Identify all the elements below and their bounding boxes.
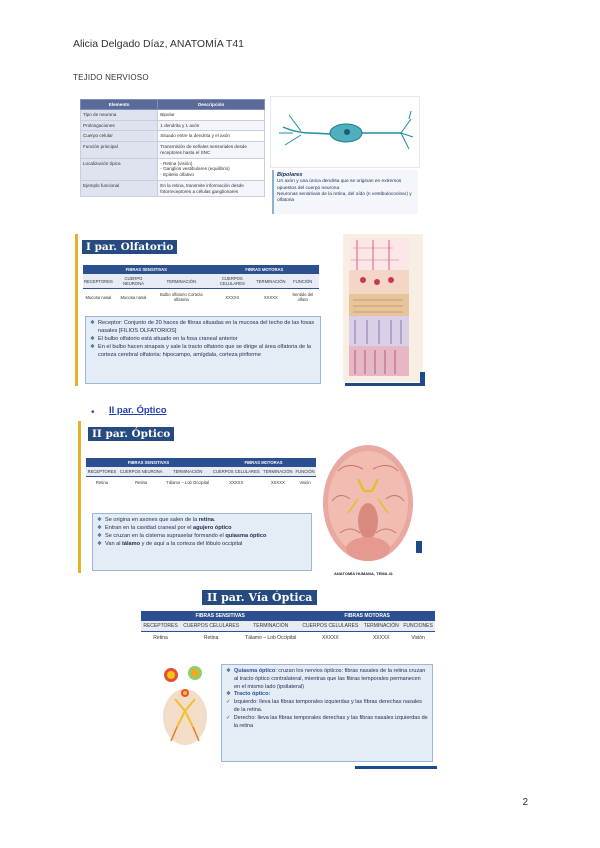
- table-header: TERMINACIÓN: [361, 621, 401, 632]
- optico-slide: [78, 421, 422, 576]
- note-item: [90, 336, 316, 344]
- table-cell: Bipolar: [158, 110, 265, 121]
- note-emphasis: Tracto óptico:: [233, 691, 271, 698]
- slide-title: II par. Vía Óptica: [202, 590, 317, 605]
- brain-base-illustration: [318, 441, 418, 569]
- table-cell: XXXXX: [229, 480, 244, 485]
- table-group-header: FIBRAS SENSITIVAS: [86, 458, 211, 467]
- note-text: Izquierdo: lleva las fibras temporales izquierdas y las fibras derechas nasales de la retina.: [233, 699, 422, 713]
- bipolar-neuron-panel: [270, 96, 420, 216]
- table-cell: Función principal: [81, 142, 158, 158]
- note-item: [226, 691, 428, 699]
- note-emphasis: tálamo: [122, 540, 141, 547]
- table-cell: Sentido del olfato: [292, 292, 314, 302]
- table-cell: En la retina, transmite información desde fotorreceptores a células ganglionares: [158, 180, 265, 196]
- table-group-header: FIBRAS MOTORAS: [299, 611, 435, 621]
- note-emphasis: agujero óptico: [193, 524, 232, 531]
- note-item: [97, 525, 307, 533]
- note-text: : cruzan los nervios ópticos: fibras nasales de la retina cruzan al tracto óptico contralateral, mientras que las fibras temporales permanecen en el mismo lado (ipsilateral): [233, 668, 426, 690]
- diamond-bullet-icon: ❖: [226, 691, 231, 698]
- note-item: [226, 668, 428, 691]
- table-header: FUNCIÓN: [287, 274, 320, 289]
- note-emphasis: quiasma óptico: [225, 532, 267, 539]
- diamond-bullet-icon: ❖: [97, 532, 103, 539]
- note-text: Receptor: Conjunto de 20 haces de fibras situadas en la mucosa del techo de las fosas nasales [FILIOS OLFATORIOS]: [98, 320, 315, 334]
- table-cell: Localización típica: [81, 158, 158, 180]
- slide-accent: [416, 541, 422, 553]
- bipolar-line-2: Neuronas sensitivas de la retina, del oído (n vestibulococlear) y olfatoria: [277, 191, 412, 203]
- table-header: TERMINACIÓN: [164, 467, 211, 477]
- figure-caption: ANATOMÍA HUMANA, TEMA 41: [334, 571, 393, 576]
- table-header: RECEPTORES: [83, 274, 114, 289]
- table-header: TERMINACIÓN: [262, 467, 295, 477]
- document-header: Alicia Delgado Díaz, ANATOMÍA T41: [73, 38, 244, 50]
- slide-accent: [355, 766, 437, 769]
- table-header: Elemento: [81, 100, 158, 110]
- page-number: 2: [522, 797, 528, 808]
- note-emphasis: Quiasma óptico: [233, 668, 276, 674]
- table-header: Descripción: [158, 100, 265, 110]
- note-text: Entran en la cavidad craneal por el: [105, 524, 194, 531]
- note-item: [97, 541, 307, 549]
- olfactory-illustration: [343, 234, 423, 382]
- table-header: TERMINACIÓN: [242, 621, 299, 632]
- table-group-header: FIBRAS MOTORAS: [210, 265, 319, 274]
- table-row: [81, 120, 265, 131]
- table-group-header: FIBRAS SENSITIVAS: [83, 265, 210, 274]
- diamond-bullet-icon: ❖: [90, 320, 96, 326]
- table-cell: Situado entre la dendrita y el axón: [158, 131, 265, 142]
- table-header: RECEPTORES: [86, 467, 118, 477]
- table-cell: Retina: [135, 480, 148, 485]
- note-text: Derecho: lleva las fibras temporales derechas y las fibras nasales izquierdas de la retina: [233, 714, 428, 729]
- table-cell: Tálamo – Lob Occipital: [245, 635, 297, 641]
- note-text: .: [213, 517, 216, 523]
- olfatorio-notes: [85, 316, 321, 384]
- table-row: [81, 131, 265, 142]
- table-cell: Transmisión de señales sensoriales desde receptores hasta el SNC: [158, 142, 265, 158]
- note-text: En el bulbo hacen sinapsis y sale la tracto olfatorio que se dirige al área olfatoria de la corteza cerebral olfatoria: hipocampo, amígdala, corteza piriforme: [98, 343, 312, 358]
- note-text: El bulbo olfatorio está situado en la fosa craneal anterior: [98, 335, 238, 342]
- table-cell: XXXXX: [372, 635, 390, 641]
- table-cell: Retina: [95, 480, 109, 485]
- table-cell: Mucosa nasal: [120, 294, 147, 300]
- table-cell: XXXXX: [225, 294, 240, 300]
- table-cell: Visión: [299, 480, 311, 485]
- diamond-bullet-icon: ❖: [97, 524, 103, 531]
- via-optica-notes: [221, 664, 433, 762]
- slide-title: I par. Olfatorio: [82, 240, 177, 254]
- table-cell: Tálamo – Lob Occipital: [166, 480, 210, 485]
- checkmark-icon: ✓: [226, 699, 231, 706]
- note-text: Se cruzan en la cisterna supraselar formando el: [105, 532, 226, 539]
- via-optica-table: [141, 611, 435, 644]
- table-header: FUNCIÓN: [294, 467, 316, 477]
- table-cell: Retina: [153, 635, 168, 641]
- optico-notes: [92, 513, 312, 571]
- slide-accent: [420, 372, 425, 386]
- slide-accent: [78, 421, 81, 573]
- table-header: CUERPOS CELULARES: [299, 621, 361, 632]
- table-header: TERMINACIÓN: [153, 274, 209, 289]
- table-cell: Retina: [203, 635, 219, 641]
- slide-accent: [75, 234, 78, 386]
- table-header: CUERPO NEURONA: [114, 274, 153, 289]
- table-header: FUNCIONES: [401, 621, 435, 632]
- table-cell: Ejemplo funcional: [81, 180, 158, 196]
- note-item: [90, 344, 316, 360]
- table-cell: 1 dendrita y 1 axón: [158, 120, 265, 131]
- olfatorio-slide: [75, 234, 425, 386]
- note-text: Se origina en axones que salen de la: [105, 517, 199, 523]
- diamond-bullet-icon: ❖: [90, 335, 96, 342]
- table-cell: - Retina (visión) - Ganglios vestibulares (equilibrio) - Epitelio olfativo: [158, 158, 265, 180]
- table-row: [81, 158, 265, 180]
- table-cell: Visión: [411, 635, 425, 641]
- diamond-bullet-icon: ❖: [97, 540, 103, 547]
- bipolar-line-1: Un axón y una única dendrita que se originan en extremos opuestos del cuerpo neurona: [277, 179, 402, 191]
- table-cell: Bulbo olfatorio Corteza olfatoria: [160, 292, 203, 302]
- table-row: [81, 180, 265, 196]
- table-header: CUERPOS CELULARES: [180, 621, 242, 632]
- slide-title: II par. Óptico: [88, 427, 174, 441]
- bipolar-neuron-illustration: [270, 96, 420, 168]
- note-item: [97, 517, 307, 525]
- table-group-header: FIBRAS SENSITIVAS: [141, 611, 299, 621]
- section-title: TEJIDO NERVIOSO: [73, 73, 149, 82]
- table-header: CUERPOS CELULARES: [211, 467, 262, 477]
- diamond-bullet-icon: ❖: [90, 343, 96, 350]
- diamond-bullet-icon: ❖: [226, 668, 231, 674]
- table-cell: Tipo de neurona: [81, 110, 158, 121]
- table-row: [86, 477, 316, 489]
- note-item: [97, 533, 307, 541]
- table-cell: XXXXX: [270, 480, 285, 485]
- optico-link[interactable]: II par. Óptico: [109, 405, 167, 416]
- table-group-header: FIBRAS MOTORAS: [211, 458, 316, 467]
- bipolar-description: [272, 170, 418, 214]
- olfatorio-table: [83, 265, 319, 305]
- bullet-icon: •: [91, 407, 95, 418]
- table-row: [81, 142, 265, 158]
- checkmark-icon: ✓: [226, 714, 231, 721]
- bipolar-title: Bipolares: [277, 172, 303, 178]
- table-header: CUERPOS CELULARES: [210, 274, 256, 289]
- note-text: y de aquí a la corteza del lóbulo occipital: [140, 540, 243, 547]
- note-subitem: [226, 699, 428, 715]
- table-header: RECEPTORES: [141, 621, 180, 632]
- note-emphasis: retina: [198, 517, 214, 523]
- note-text: Van al: [105, 540, 123, 547]
- optico-table: [86, 458, 316, 488]
- table-cell: XXXXX: [322, 635, 339, 641]
- note-item: [90, 320, 316, 336]
- table-row: [81, 110, 265, 121]
- table-cell: Prolongaciones: [81, 120, 158, 131]
- table-cell: Cuerpo celular: [81, 131, 158, 142]
- via-optica-slide: [135, 585, 437, 769]
- table-header: TERMINACIÓN: [255, 274, 286, 289]
- table-cell: XXXXX: [263, 294, 278, 300]
- bipolar-neuron-table: [80, 99, 265, 197]
- visual-pathway-illustration: [155, 665, 215, 749]
- table-row: [141, 632, 435, 645]
- table-header: CUERPOS NEURONA: [118, 467, 165, 477]
- note-subitem: [226, 715, 428, 731]
- slide-accent: [345, 383, 425, 386]
- diamond-bullet-icon: ❖: [97, 517, 103, 523]
- table-cell: Mucosa nasal: [85, 294, 112, 300]
- table-row: [83, 289, 319, 306]
